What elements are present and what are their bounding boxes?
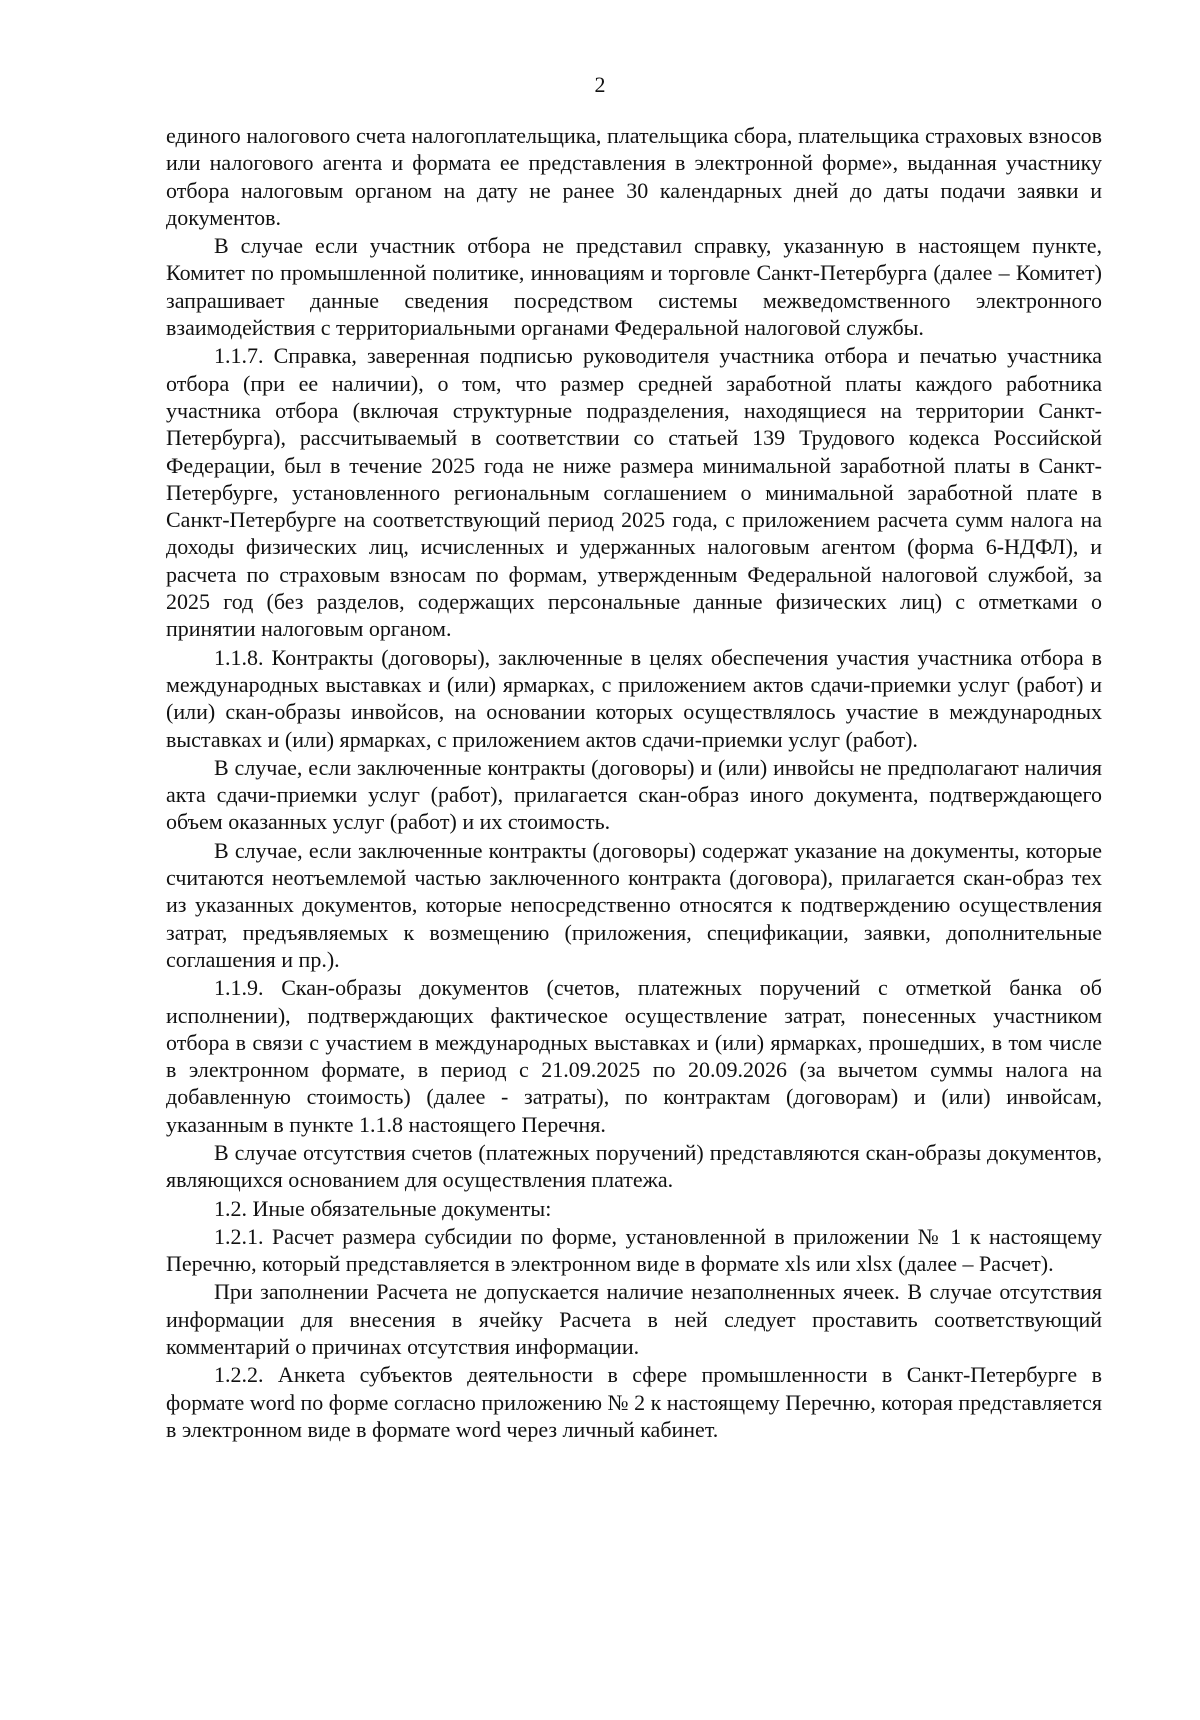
document-body xyxy=(166,122,1102,1444)
paragraph-1-1-9: 1.1.9. Скан-образы документов (счетов, платежных поручений с отметкой банка об исполнении), подтверждающих фактическое осуществление затрат, понесенных участником отбора в связи с участием в международных выставках и (или) ярмарках, прошедших, в том числе в электронном формате, в период с 21.09.2025 по 20.09.2026 (за вычетом суммы налога на добавленную стоимость) (далее - затраты), по контрактам (договорам) и (или) инвойсам, указанным в пункте 1.1.8 настоящего Перечня. xyxy=(166,975,1102,1137)
page-number: 2 xyxy=(594,72,606,97)
paragraph: В случае, если заключенные контракты (договоры) содержат указание на документы, которые считаются неотъемлемой частью заключенного контракта (договора), прилагается скан-образ тех из указанных документов, которые непосредственно относятся к подтверждению осуществления затрат, предъявляемых к возмещению (приложения, спецификации, заявки, дополнительные соглашения и пр.). xyxy=(166,837,1102,972)
paragraph: В случае, если заключенные контракты (договоры) и (или) инвойсы не предполагают наличия акта сдачи-приемки услуг (работ), прилагается скан-образ иного документа, подтверждающего объем оказанных услуг (работ) и их стоимость. xyxy=(166,754,1102,835)
paragraph-1-1-8: 1.1.8. Контракты (договоры), заключенные в целях обеспечения участия участника отбора в международных выставках и (или) ярмарках, с приложением актов сдачи-приемки услуг (работ) и (или) скан-образы инвойсов, на основании которых осуществлялось участие в международных выставках и (или) ярмарках, с приложением актов сдачи-приемки услуг (работ). xyxy=(166,644,1102,752)
paragraph-1-2-2: 1.2.2. Анкета субъектов деятельности в сфере промышленности в Санкт-Петербурге в формате word по форме согласно приложению № 2 к настоящему Перечню, которая представляется в электронном виде в формате word через личный кабинет. xyxy=(166,1362,1102,1442)
paragraph-1-2-1: 1.2.1. Расчет размера субсидии по форме, установленной в приложении № 1 к настоящему Перечню, который представляется в электронном виде в формате xls или xlsx (далее – Расчет). xyxy=(166,1223,1102,1277)
paragraph: В случае если участник отбора не представил справку, указанную в настоящем пункте, Комитет по промышленной политике, инновациям и торговле Санкт-Петербурга (далее – Комитет) запрашивает данные сведения посредством системы межведомственного электронного взаимодействия с территориальными органами Федеральной налоговой службы. xyxy=(166,233,1102,341)
paragraph-1-2: 1.2. Иные обязательные документы: xyxy=(214,1195,552,1221)
paragraph: При заполнении Расчета не допускается наличие незаполненных ячеек. В случае отсутствия информации для внесения в ячейку Расчета в ней следует проставить соответствующий комментарий о причинах отсутствия информации. xyxy=(166,1279,1102,1360)
paragraph-1-1-7: 1.1.7. Справка, заверенная подписью руководителя участника отбора и печатью участника отбора (при ее наличии), о том, что размер средней заработной платы каждого работника участника отбора (включая структурные подразделения, находящиеся на территории Санкт-Петербурга), рассчитываемый в соответствии со статьей 139 Трудового кодекса Российской Федерации, был в течение 2025 года не ниже размера минимальной заработной платы в Санкт-Петербурге, установленного региональным соглашением о минимальной заработной плате в Санкт-Петербурге на соответствующий период 2025 года, с приложением расчета сумм налога на доходы физических лиц, исчисленных и удержанных налоговым агентом (форма 6-НДФЛ), и расчета по страховым взносам по формам, утвержденным Федеральной налоговой службой, за 2025 год (без разделов, содержащих персональные данные физических лиц) с отметками о принятии налоговым органом. xyxy=(166,343,1102,642)
paragraph: В случае отсутствия счетов (платежных поручений) представляются скан-образы документов, являющихся основанием для осуществления платежа. xyxy=(166,1139,1102,1193)
paragraph-continuation: единого налогового счета налогоплательщика, плательщика сбора, плательщика страховых взносов или налогового агента и формата ее представления в электронной форме», выданная участнику отбора налоговым органом на дату не ранее 30 календарных дней до даты подачи заявки и документов. xyxy=(166,123,1102,230)
